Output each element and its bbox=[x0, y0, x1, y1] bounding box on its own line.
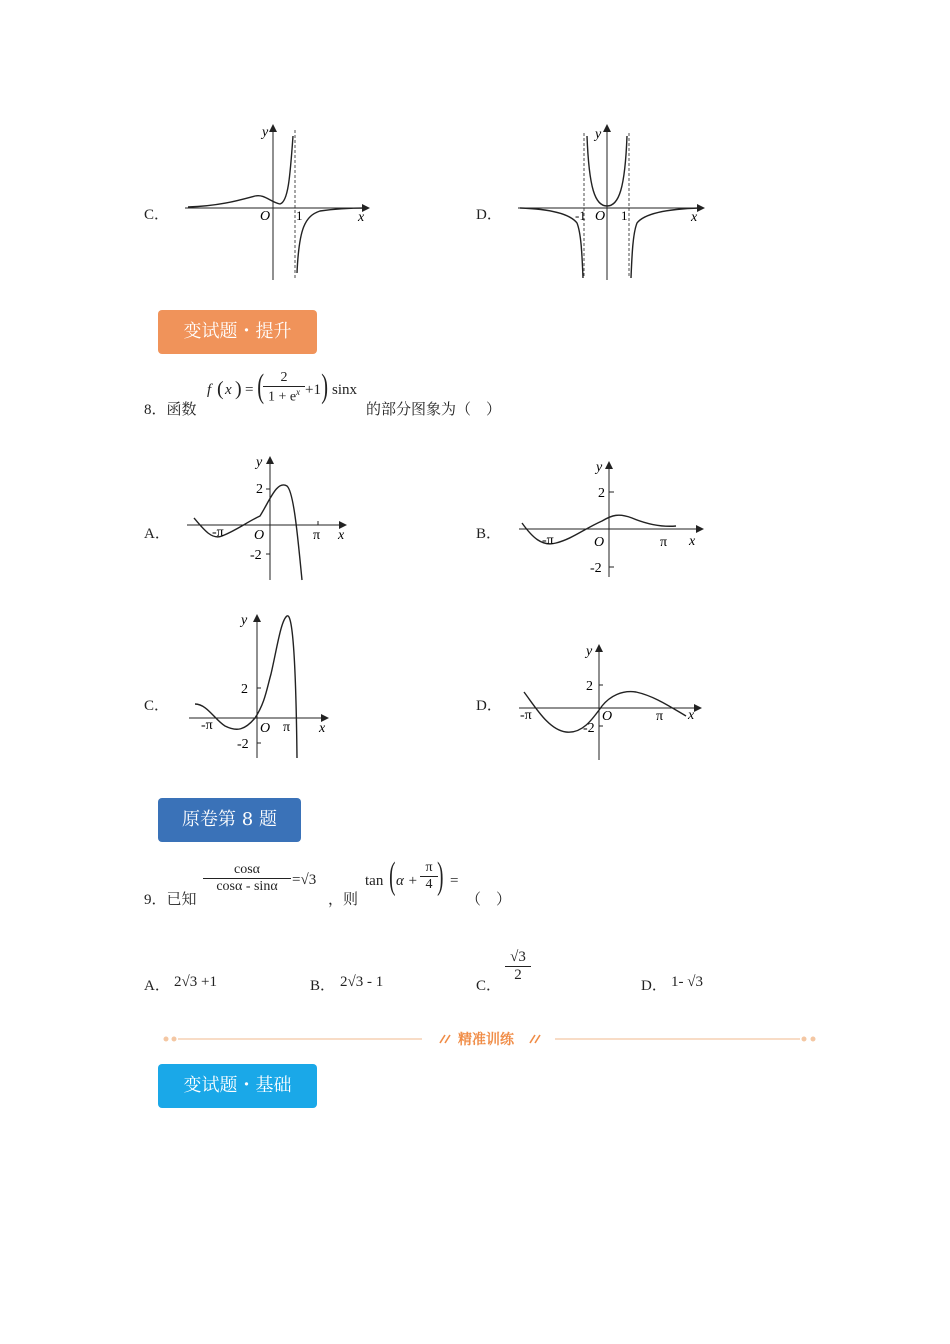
q8-graph-c bbox=[187, 608, 337, 763]
q8-option-c-label[interactable]: C． bbox=[144, 698, 170, 714]
q7-graph-c bbox=[180, 118, 380, 283]
q9-then: ，则 bbox=[328, 892, 359, 908]
tick-label-neg2: -2 bbox=[250, 548, 262, 563]
q9-pi: π bbox=[420, 860, 438, 877]
axis-y-label: y bbox=[241, 613, 248, 628]
tick-label-neg-pi: -π bbox=[542, 533, 554, 548]
axis-y-label: y bbox=[256, 455, 263, 470]
tick-label-neg2: -2 bbox=[583, 721, 595, 736]
tick-label-neg2: -2 bbox=[590, 561, 602, 576]
q8-stem-prefix: 8．函数 bbox=[144, 402, 197, 418]
q9-frac-den: cosα - sinα bbox=[216, 879, 278, 894]
axis-y-label: y bbox=[586, 644, 593, 659]
origin-label: O bbox=[602, 709, 613, 724]
origin-label: O bbox=[260, 721, 271, 736]
q9-frac-num: cosα bbox=[203, 862, 291, 879]
axis-y-label: y bbox=[596, 460, 603, 475]
tick-label-2: 2 bbox=[586, 679, 593, 694]
axis-x-label: x bbox=[338, 528, 345, 543]
tick-label-neg1: -1 bbox=[575, 208, 586, 223]
axis-y-label: y bbox=[262, 125, 269, 140]
tick-label-pi: π bbox=[313, 528, 321, 543]
section-badge-basic: 变试题・基础 bbox=[158, 1064, 317, 1108]
origin-label: O bbox=[260, 209, 271, 224]
axis-x-label: x bbox=[689, 534, 696, 549]
q9-tan: tan bbox=[365, 873, 384, 889]
q9-option-c-value bbox=[505, 949, 531, 984]
q8-frac-den: 1 + e bbox=[267, 389, 297, 405]
q7-option-d-label[interactable]: D． bbox=[476, 207, 502, 223]
section-badge-original: 原卷第 8 题 bbox=[158, 798, 301, 842]
q7-option-c-label[interactable]: C． bbox=[144, 207, 170, 223]
q8-func-var: x bbox=[225, 382, 232, 398]
q9-fraction bbox=[203, 862, 291, 895]
axis-x-label: x bbox=[691, 210, 698, 225]
q9-option-b-label[interactable]: B． bbox=[310, 978, 336, 994]
q9-option-d-label[interactable]: D． bbox=[641, 978, 667, 994]
axis-y-label: y bbox=[595, 127, 602, 142]
q8-formula: f ( x ) = ( $\frac{2}{1 + e^x}$ +1 ) sinx bbox=[207, 368, 358, 405]
axis-x-label: x bbox=[358, 210, 365, 225]
q9-pi-over-4 bbox=[420, 860, 438, 893]
q8-option-a-label[interactable]: A． bbox=[144, 526, 170, 542]
q8-stem-tail: 的部分图象为（ ） bbox=[366, 402, 502, 418]
q8-option-b-label[interactable]: B． bbox=[476, 526, 502, 542]
origin-label: O bbox=[595, 209, 606, 224]
q9-four: 4 bbox=[425, 877, 433, 892]
q9-eq2: = bbox=[450, 873, 459, 889]
tick-label-neg-pi: -π bbox=[201, 718, 213, 733]
q9-c-den: 2 bbox=[514, 967, 522, 983]
tick-label-1: 1 bbox=[621, 208, 628, 223]
tick-label-neg2: -2 bbox=[237, 737, 249, 752]
q8-graph-a bbox=[182, 450, 352, 585]
q9-c-num: √3 bbox=[505, 949, 531, 967]
tick-label-2: 2 bbox=[598, 486, 605, 501]
q8-func-name: f bbox=[207, 382, 212, 398]
q9-eq-sqrt3: =√3 bbox=[292, 872, 317, 888]
tick-label-neg-pi: -π bbox=[520, 708, 532, 723]
q8-plus-one: +1 bbox=[305, 382, 321, 398]
q8-graph-b bbox=[514, 455, 709, 580]
q8-graph-d bbox=[514, 640, 709, 762]
q9-option-a-label[interactable]: A． bbox=[144, 978, 170, 994]
q9-alpha-plus: α + bbox=[396, 873, 418, 889]
divider-label: 精准训练 bbox=[458, 1032, 514, 1048]
tick-label-pi: π bbox=[283, 720, 291, 735]
q9-option-a-value: 2√3 +1 bbox=[174, 974, 217, 990]
q9-option-d-value: 1- √3 bbox=[671, 974, 703, 990]
tick-label-2: 2 bbox=[241, 682, 248, 697]
q9-stem-prefix: 9．已知 bbox=[144, 892, 197, 908]
tick-label-pi: π bbox=[656, 709, 664, 724]
tick-label-neg-pi: -π bbox=[212, 525, 224, 540]
q9-paren: （ ） bbox=[466, 892, 512, 908]
q9-option-b-value: 2√3 - 1 bbox=[340, 974, 384, 990]
q8-option-d-label[interactable]: D． bbox=[476, 698, 502, 714]
q8-frac-den-exp: x bbox=[296, 387, 301, 397]
origin-label: O bbox=[254, 528, 265, 543]
axis-x-label: x bbox=[688, 708, 695, 723]
q8-sin: sinx bbox=[332, 382, 358, 398]
tick-label-1: 1 bbox=[296, 208, 303, 223]
section-badge-upgrade: 变试题・提升 bbox=[158, 310, 317, 354]
q9-option-c-label[interactable]: C． bbox=[476, 978, 502, 994]
q7-graph-d bbox=[515, 118, 710, 283]
q8-frac-num: 2 bbox=[263, 370, 305, 387]
tick-label-2: 2 bbox=[256, 482, 263, 497]
tick-label-pi: π bbox=[660, 535, 668, 550]
origin-label: O bbox=[594, 535, 605, 550]
axis-x-label: x bbox=[319, 721, 326, 736]
